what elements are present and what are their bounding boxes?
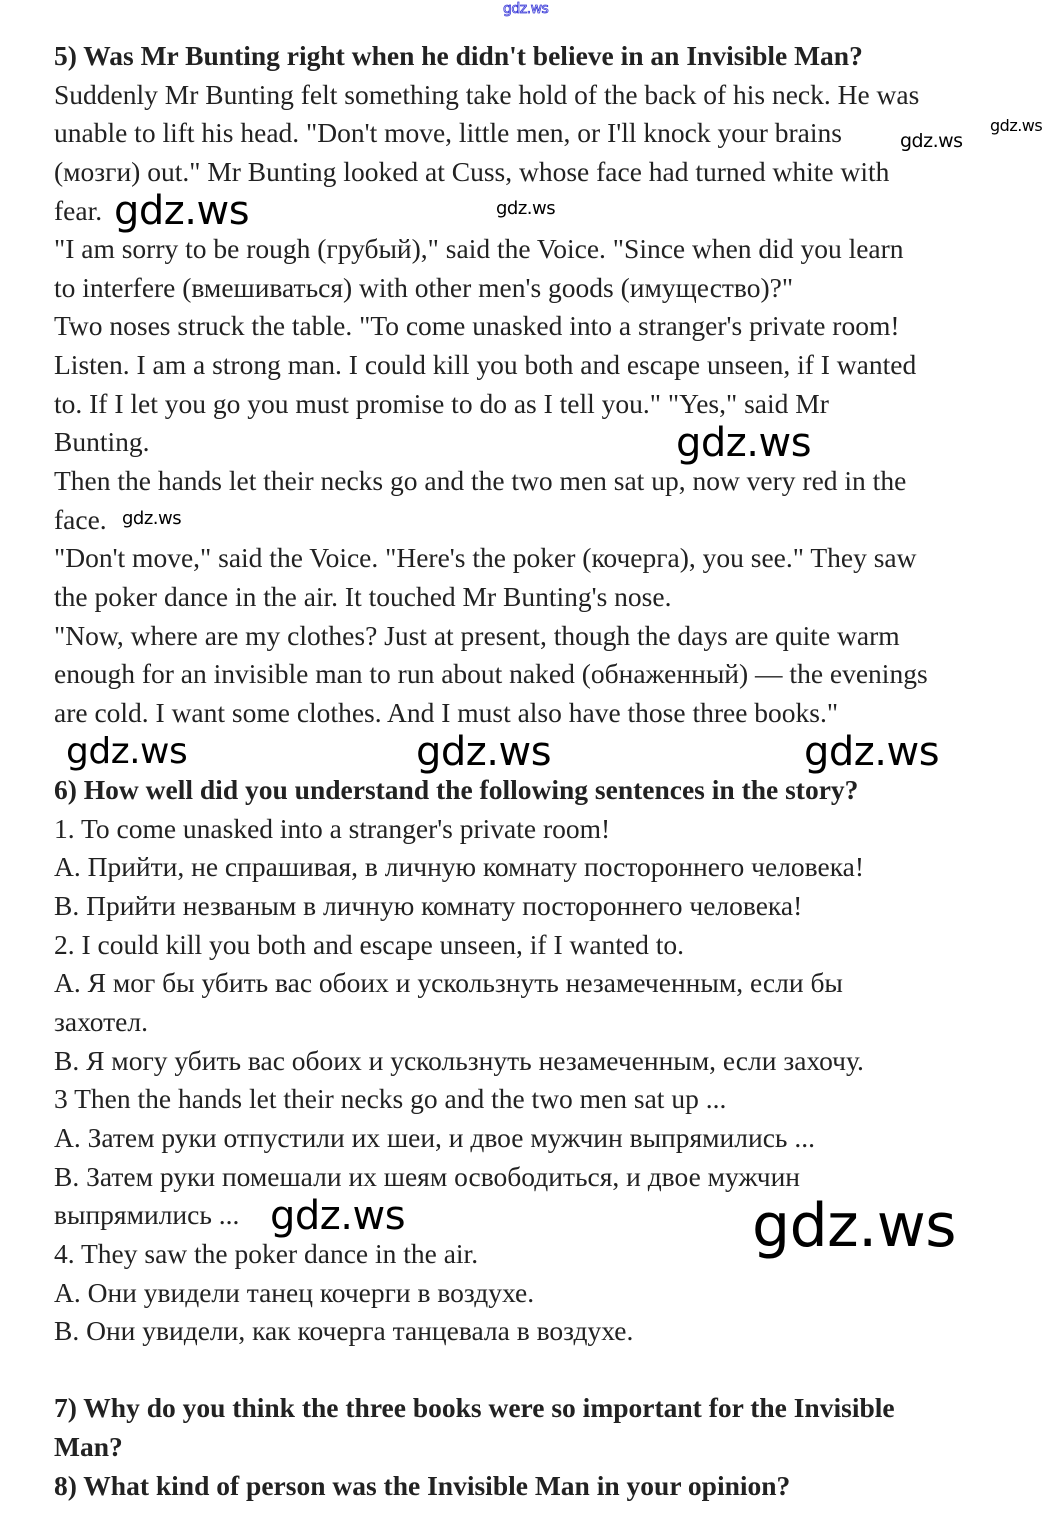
text-line: are cold. I want some clothes. And I must also have those three books." <box>54 696 839 728</box>
text-line: face. <box>54 503 107 535</box>
watermark: gdz.ws <box>900 130 963 152</box>
text-line: to interfere (вмешиваться) with other men's goods (имущество)?" <box>54 271 794 303</box>
text-line: A. Затем руки отпустили их шеи, и двое мужчин выпрямились ... <box>54 1121 815 1153</box>
question-heading: 8) What kind of person was the Invisible Man in your opinion? <box>54 1469 791 1501</box>
text-line: B. Я могу убить вас обоих и ускользнуть незамеченным, если захочу. <box>54 1044 864 1076</box>
text-line: enough for an invisible man to run about naked (обнаженный) — the evenings <box>54 658 928 690</box>
text-line: Two noses struck the table. "To come unasked into a stranger's private room! <box>54 310 900 342</box>
text-line: B. Затем руки помешали их шеям освободиться, и двое мужчин <box>54 1160 801 1192</box>
text-line: Suddenly Mr Bunting felt something take hold of the back of his neck. He was <box>54 78 920 110</box>
text-line: захотел. <box>54 1006 148 1038</box>
text-line: (мозги) out." Mr Bunting looked at Cuss, whose face had turned white with <box>54 155 890 187</box>
text-line: 2. I could kill you both and escape unseen, if I wanted to. <box>54 928 685 960</box>
text-line: A. Они увидели танец кочерги в воздухе. <box>54 1276 535 1308</box>
text-line: to. If I let you go you must promise to do as I tell you." "Yes," said Mr <box>54 387 829 419</box>
question-heading: 5) Was Mr Bunting right when he didn't believe in an Invisible Man? <box>54 40 863 71</box>
watermark-top: gdz.ws <box>503 1 549 17</box>
text-line: B. Прийти незваным в личную комнату постороннего человека! <box>54 890 803 922</box>
text-line: Listen. I am a strong man. I could kill you both and escape unseen, if I wanted <box>54 349 917 381</box>
text-line: B. Они увидели, как кочерга танцевала в воздухе. <box>54 1315 634 1347</box>
question-heading: 6) How well did you understand the following sentences in the story? <box>54 774 859 806</box>
text-line: "Don't move," said the Voice. "Here's the poker (кочерга), you see." They saw <box>54 542 917 574</box>
question-heading: Man? <box>54 1431 123 1463</box>
watermark: gdz.ws <box>114 188 250 234</box>
watermark: gdz.ws <box>990 116 1043 135</box>
text-line: 3 Then the hands let their necks go and the two men sat up ... <box>54 1083 727 1115</box>
text-line: 1. To come unasked into a stranger's private room! <box>54 812 611 844</box>
text-line: the poker dance in the air. It touched Mr Bunting's nose. <box>54 580 672 612</box>
watermark: gdz.ws <box>270 1193 406 1239</box>
text-line: Then the hands let their necks go and the two men sat up, now very red in the <box>54 465 907 497</box>
text-line: fear. <box>54 194 103 226</box>
text-line: 4. They saw the poker dance in the air. <box>54 1237 479 1269</box>
question-heading: 7) Why do you think the three books were so important for the Invisible <box>54 1392 895 1424</box>
watermark: gdz.ws <box>122 508 182 529</box>
text-line: A. Прийти, не спрашивая, в личную комнату постороннего человека! <box>54 851 865 883</box>
watermark: gdz.ws <box>496 198 556 219</box>
watermark: gdz.ws <box>416 729 552 775</box>
watermark: gdz.ws <box>804 729 940 775</box>
text-line: Bunting. <box>54 426 150 458</box>
text-line: выпрямились ... <box>54 1199 240 1231</box>
text-line: unable to lift his head. "Don't move, little men, or I'll knock your brains <box>54 117 842 149</box>
watermark: gdz.ws <box>752 1191 957 1261</box>
watermark: gdz.ws <box>66 731 188 772</box>
text-line: "I am sorry to be rough (грубый)," said the Voice. "Since when did you learn <box>54 233 904 265</box>
text-line: A. Я мог бы убить вас обоих и ускользнуть незамеченным, если бы <box>54 967 843 999</box>
watermark: gdz.ws <box>676 420 812 466</box>
text-line: "Now, where are my clothes? Just at present, though the days are quite warm <box>54 619 900 651</box>
